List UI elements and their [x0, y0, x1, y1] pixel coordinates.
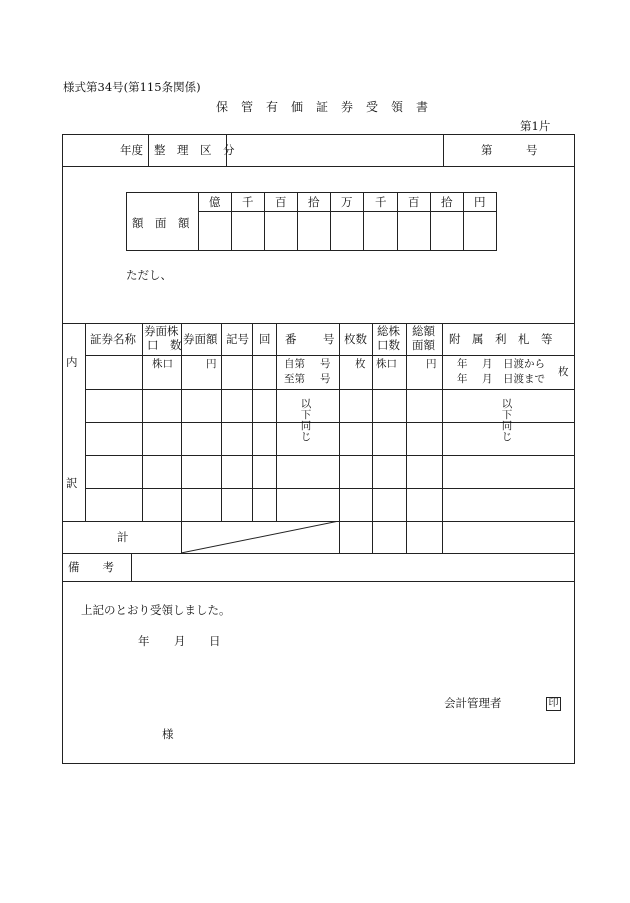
unit-total-yen: 円 [426, 358, 437, 370]
rule [198, 211, 497, 212]
remarks-label: 備 考 [68, 560, 114, 574]
rule [406, 323, 407, 553]
header-total-shares-1: 総株 [377, 324, 400, 338]
rule [198, 192, 199, 251]
rule [330, 192, 331, 251]
rule [85, 488, 575, 489]
unit-total-shares: 株口 [376, 358, 397, 370]
rule [264, 192, 265, 251]
header-face-shares-2: 口 数 [147, 338, 182, 352]
total-diagonal [181, 521, 339, 553]
to-number-2: 号 [320, 373, 331, 385]
rule [339, 323, 340, 553]
number-prefix: 第 [481, 143, 493, 157]
total-label: 計 [117, 530, 129, 544]
rule [463, 192, 464, 251]
unit-en: 円 [474, 195, 486, 209]
unit-hyaku: 百 [275, 195, 287, 209]
unit-sen-2: 千 [375, 195, 387, 209]
to-number-1: 至第 [284, 373, 305, 385]
rule [85, 455, 575, 456]
addressee-sama: 様 [162, 727, 174, 741]
header-face-shares-1: 券面株 [144, 324, 179, 338]
seal-mark: 印 [546, 697, 561, 711]
date-year-2: 年 [457, 373, 468, 385]
rule [62, 166, 575, 167]
unit-juu-2: 拾 [441, 195, 453, 209]
rule [252, 323, 253, 521]
form-title: 保 管 有 価 証 券 受 領 書 [216, 100, 429, 114]
header-total-face-2: 面額 [412, 338, 435, 352]
rule [430, 192, 431, 251]
header-total-face-1: 総額 [412, 324, 435, 338]
date-year-1: 年 [457, 358, 468, 370]
side-label-uchi: 内 [66, 355, 78, 369]
unit-hyaku-2: 百 [408, 195, 420, 209]
accounting-officer-label: 会計管理者 [444, 696, 502, 710]
date-to: 日渡まで [503, 373, 545, 385]
rule [181, 323, 182, 553]
header-face-value: 券面額 [183, 332, 218, 346]
from-number-1: 自第 [284, 358, 305, 370]
footer-year: 年 [138, 634, 150, 648]
header-total-shares-2: 口数 [377, 338, 400, 352]
rule [442, 323, 443, 553]
header-attached-coupons: 附 属 利 札 等 [449, 332, 553, 346]
unit-count: 枚 [355, 358, 366, 370]
rule [221, 323, 222, 521]
rule [62, 553, 575, 554]
rule [363, 192, 364, 251]
category-label: 整 理 区 分 [154, 143, 235, 157]
rule [85, 323, 86, 521]
rule [231, 192, 232, 251]
header-security-name: 証券名称 [90, 332, 136, 346]
rule [62, 323, 575, 324]
unit-oku: 億 [209, 195, 221, 209]
date-month-2: 月 [482, 373, 493, 385]
side-label-wake: 訳 [66, 476, 78, 490]
footer-day: 日 [209, 634, 221, 648]
received-statement: 上記のとおり受領しました。 [81, 603, 231, 617]
header-number-2: 号 [323, 332, 335, 346]
header-count: 枚数 [344, 332, 367, 346]
unit-man: 万 [341, 195, 353, 209]
rule [443, 134, 444, 166]
unit-yen: 円 [206, 358, 217, 370]
same-below-number: 以下同じ [300, 398, 312, 443]
form-number: 様式第34号(第115条関係) [63, 80, 201, 94]
rule [397, 192, 398, 251]
rule [142, 323, 143, 521]
rule [372, 323, 373, 553]
rule [297, 192, 298, 251]
rule [62, 581, 575, 582]
unit-juu: 拾 [308, 195, 320, 209]
from-number-2: 号 [320, 358, 331, 370]
header-round: 回 [259, 332, 271, 346]
date-month-1: 月 [482, 358, 493, 370]
copy-number: 第1片 [520, 119, 551, 133]
rule [85, 355, 575, 356]
footer-month: 月 [174, 634, 186, 648]
face-amount-label: 額 面 額 [132, 216, 190, 230]
number-suffix: 号 [526, 143, 538, 157]
rule [131, 553, 132, 581]
header-number-1: 番 [285, 332, 297, 346]
rule [148, 134, 149, 166]
rule [85, 389, 575, 390]
header-symbol: 記号 [226, 332, 249, 346]
unit-sen: 千 [242, 195, 254, 209]
same-below-attached: 以下同じ [501, 398, 513, 443]
unit-attached: 枚 [558, 366, 569, 378]
proviso-text: ただし、 [126, 268, 172, 282]
year-label: 年度 [120, 143, 143, 157]
date-from: 日渡から [503, 358, 545, 370]
unit-shares: 株口 [152, 358, 173, 370]
rule [276, 323, 277, 521]
